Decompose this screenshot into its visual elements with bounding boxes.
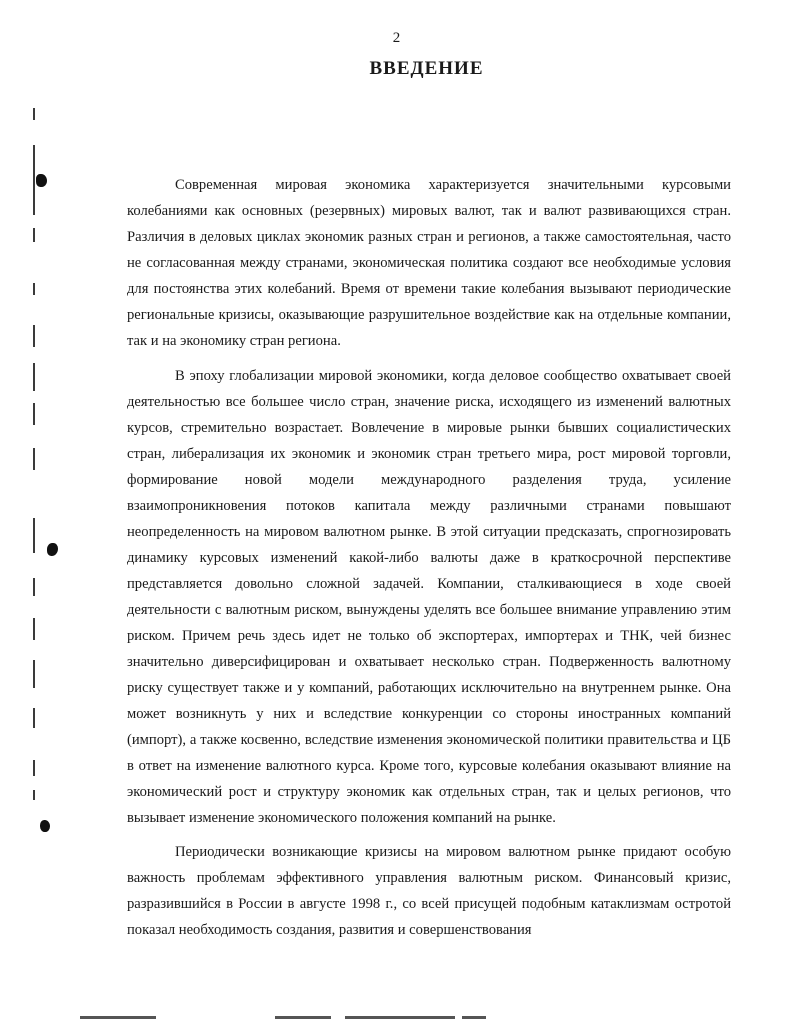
page-number: 2: [392, 30, 401, 46]
scan-mark-line: [33, 518, 35, 553]
scan-mark-line: [33, 363, 35, 391]
scan-mark-line: [33, 618, 35, 640]
scan-mark-line: [33, 325, 35, 347]
punch-hole-mark: [47, 543, 58, 556]
scan-mark-line: [33, 760, 35, 776]
footer-scan-rule: [462, 1016, 486, 1019]
scan-mark-line: [33, 403, 35, 425]
scan-mark-line: [33, 578, 35, 596]
body-text: [127, 172, 731, 952]
scan-mark-line: [33, 283, 35, 295]
footer-scan-rule: [80, 1016, 156, 1019]
paragraph-3: Периодически возникающие кризисы на мировом валютном рынке придают особую важность проблемам эффективного управления валютным риском. Финансовый кризис, разразившийся в России в августе 1998 г., со всей присущей подобным катаклизмам остротой показал необходимость создания, развития и совершенствования: [127, 844, 731, 938]
footer-scan-rule: [345, 1016, 455, 1019]
scan-mark-line: [33, 708, 35, 728]
paragraph-1: Современная мировая экономика характеризуется значительными курсовыми колебаниями как основных (резервных) мировых валют, так и валют развивающихся стран. Различия в деловых циклах экономик разных стран и регионов, а также самостоятельная, часто не согласованная между странами, экономическая политика создают все необходимые условия для постоянства этих колебаний. Время от времени такие колебания вызывают периодические региональные кризисы, оказывающие разрушительное воздействие как на отдельные компании, так и на экономику стран региона.: [127, 177, 731, 349]
scan-mark-line: [33, 448, 35, 470]
scan-mark-line: [33, 790, 35, 800]
page-title: ВВЕДЕНИЕ: [369, 58, 484, 79]
scan-mark-line: [33, 108, 35, 120]
scan-mark-line: [33, 228, 35, 242]
scan-mark-line: [33, 660, 35, 688]
footer-scan-rule: [275, 1016, 331, 1019]
punch-hole-mark: [40, 820, 50, 832]
paragraph-2: В эпоху глобализации мировой экономики, когда деловое сообщество охватывает своей деятельностью все большее число стран, значение риска, исходящего из изменений валютных курсов, стремительно возрастает. Вовлечение в мировые рынки бывших социалистических стран, либерализация их экономик и экономик стран третьего мира, рост мировой торговли, формирование новой модели международного разделения труда, усиление взаимопроникновения потоков капитала между различными странами повышают неопределенность на мировом валютном рынке. В этой ситуации предсказать, спрогнозировать динамику курсовых изменений какой-либо валюты даже в краткосрочной перспективе представляется довольно сложной задачей. Компании, сталкивающиеся в ходе своей деятельности с валютным риском, вынуждены уделять все большее внимание управлению этим риском. Причем речь здесь идет не только об экспортерах, импортерах и ТНК, чей бизнес значительно диверсифицирован и охватывает несколько стран. Подверженность валютному риску существует также и у компаний, работающих исключительно на внутреннем рынке. Она может возникнуть у них и вследствие конкуренции со стороны иностранных компаний (импорт), а также косвенно, вследствие изменения экономической политики правительства и ЦБ в ответ на изменение валютного курса. Кроме того, курсовые колебания оказывают влияние на экономический рост и структуру экономик как отдельных стран, так и целых регионов, что вызывает изменение экономического положения компаний на рынке.: [127, 367, 731, 826]
scan-mark-line: [33, 145, 35, 215]
punch-hole-mark: [36, 174, 47, 187]
